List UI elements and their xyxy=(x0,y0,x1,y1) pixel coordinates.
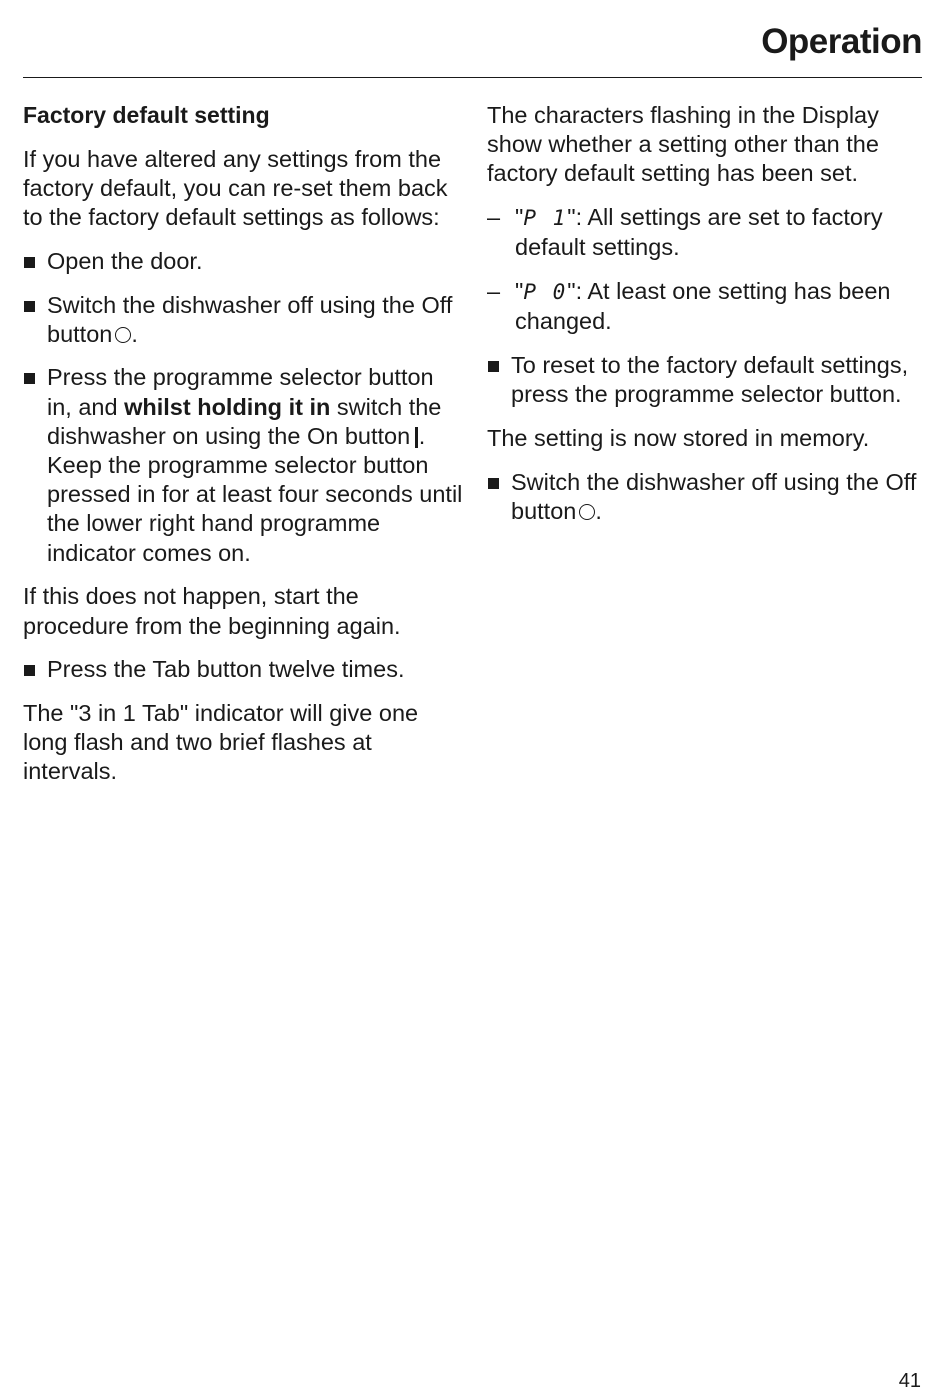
step-switch-off: Switch the dishwasher off using the Off button . xyxy=(23,291,463,349)
off-button-icon xyxy=(115,327,131,343)
step-reset xyxy=(487,351,917,409)
dash-bullet: – xyxy=(487,278,501,305)
right-column xyxy=(487,101,917,540)
square-bullet-icon xyxy=(24,373,35,384)
step-text: Open the door. xyxy=(47,247,203,274)
square-bullet-icon xyxy=(24,257,35,268)
page-number: 41 xyxy=(898,1370,921,1392)
option-p0: – "P 0": At least one setting has been changed. xyxy=(487,278,891,335)
option-text: : At least one setting has been changed. xyxy=(515,278,891,335)
step-text: Switch the dishwasher off using the Off button xyxy=(47,291,453,347)
step-continuation: Keep the programme selector button pressed in for at least four seconds until the lower right hand programme indicator comes on. xyxy=(47,452,463,566)
display-code: P 1 xyxy=(523,206,568,231)
retry-paragraph: If this does not happen, start the procedure from the beginning again. xyxy=(23,583,401,639)
dash-bullet: – xyxy=(487,204,501,231)
step-text: Press the Tab button twelve times. xyxy=(47,656,405,683)
on-button-icon xyxy=(415,427,418,448)
header-divider xyxy=(23,77,922,78)
page-section-title: Operation xyxy=(761,22,922,61)
stored-paragraph: The setting is now stored in memory. xyxy=(487,424,870,451)
square-bullet-icon xyxy=(488,361,499,372)
step-press-selector: Press the programme selector button in, and whilst holding it in switch the dishwasher on using the On button . Keep the programme selector button pressed in for at least four seconds until the lower right hand programme indicator comes on. xyxy=(23,363,463,567)
section-heading: Factory default setting xyxy=(23,102,270,128)
option-text: : All settings are set to factory default settings. xyxy=(515,204,883,261)
left-column xyxy=(23,101,463,801)
intro-paragraph: If you have altered any settings from the factory default, you can re-set them back to the factory default settings as follows: xyxy=(23,145,448,231)
option-p1: – "P 1": All settings are set to factory default settings. xyxy=(487,204,883,261)
square-bullet-icon xyxy=(24,665,35,676)
indicator-paragraph: The "3 in 1 Tab" indicator will give one long flash and two brief flashes at intervals. xyxy=(23,699,419,785)
display-code: P 0 xyxy=(523,280,568,305)
square-bullet-icon xyxy=(488,478,499,489)
square-bullet-icon xyxy=(24,301,35,312)
step-text-part1: Press the programme selector button in, and xyxy=(47,364,434,420)
off-button-icon xyxy=(579,504,595,520)
step-text: To reset to the factory default settings, press the programme selector button. xyxy=(511,351,909,408)
step-open-door xyxy=(23,247,463,276)
display-paragraph: The characters flashing in the Display show whether a setting other than the factory default setting has been set. xyxy=(487,102,879,187)
step-switch-off-final: Switch the dishwasher off using the Off button . xyxy=(487,468,917,526)
step-press-tab xyxy=(23,655,463,684)
step-text-emphasis: whilst holding it in xyxy=(124,393,331,420)
step-text-part2: switch the dishwasher on using the On button xyxy=(47,393,442,449)
step-text: Switch the dishwasher off using the Off button xyxy=(511,468,917,524)
